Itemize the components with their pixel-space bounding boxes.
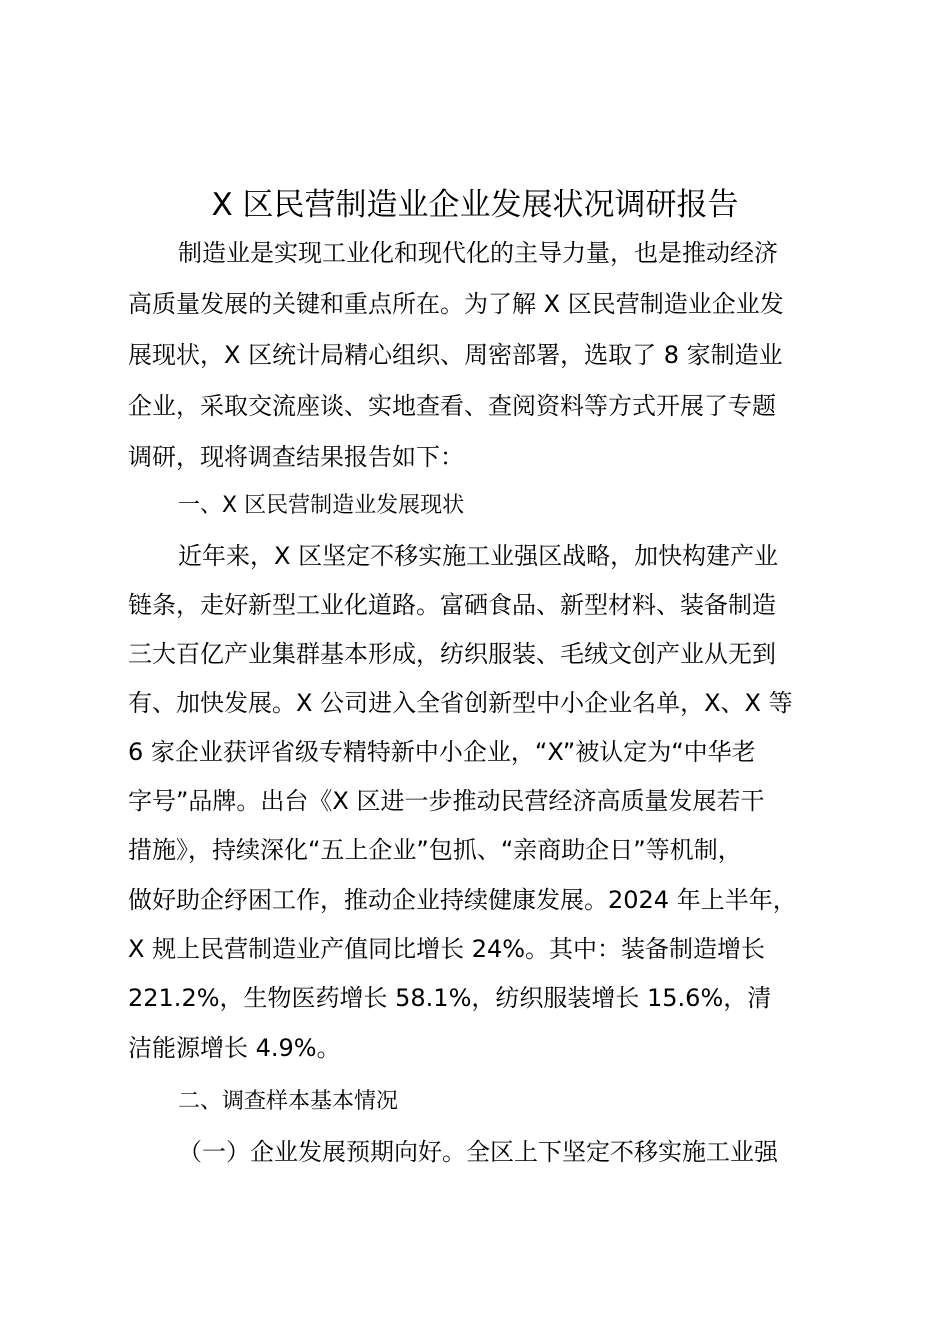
paragraph-line: 制造业是实现工业化和现代化的主导力量，也是推动经济 xyxy=(178,239,778,267)
paragraph-line: （一）企业发展预期向好。全区上下坚定不移实施工业强 xyxy=(178,1138,778,1166)
paragraph-line: 企业，采取交流座谈、实地查看、查阅资料等方式开展了专题 xyxy=(128,392,776,420)
paragraph-line: 措施》，持续深化“五上企业”包抓、“亲商助企日”等机制， xyxy=(128,836,742,864)
section-heading: 二、调查样本基本情况 xyxy=(178,1089,399,1114)
paragraph-line: 展现状，X 区统计局精心组织、周密部署，选取了 8 家制造业 xyxy=(128,341,783,369)
paragraph-line: 调研，现将调查结果报告如下： xyxy=(128,443,464,471)
paragraph-line: X 规上民营制造业产值同比增长 24%。其中：装备制造增长 xyxy=(128,935,766,963)
paragraph-line: 近年来，X 区坚定不移实施工业强区战略，加快构建产业 xyxy=(178,542,779,570)
section-heading: 一、X 区民营制造业发展现状 xyxy=(178,493,465,518)
paragraph-line: 字号”品牌。出台《X 区进一步推动民营经济高质量发展若干 xyxy=(128,787,765,815)
paragraph-line: 三大百亿产业集群基本形成，纺织服装、毛绒文创产业从无到 xyxy=(128,640,776,668)
paragraph-line: 有、加快发展。X 公司进入全省创新型中小企业名单，X、X 等 xyxy=(128,689,793,717)
paragraph-line: 高质量发展的关键和重点所在。为了解 X 区民营制造业企业发 xyxy=(128,290,784,318)
paragraph-line: 6 家企业获评省级专精特新中小企业，“X”被认定为“中华老 xyxy=(128,738,756,766)
paragraph-line: 做好助企纾困工作，推动企业持续健康发展。2024 年上半年， xyxy=(128,886,797,914)
paragraph-line: 221.2%，生物医药增长 58.1%，纺织服装增长 15.6%，清 xyxy=(128,984,772,1012)
document-title: X 区民营制造业企业发展状况调研报告 xyxy=(211,187,739,223)
paragraph-line: 链条，走好新型工业化道路。富硒食品、新型材料、装备制造 xyxy=(128,591,776,619)
paragraph-line: 洁能源增长 4.9%。 xyxy=(128,1034,341,1062)
